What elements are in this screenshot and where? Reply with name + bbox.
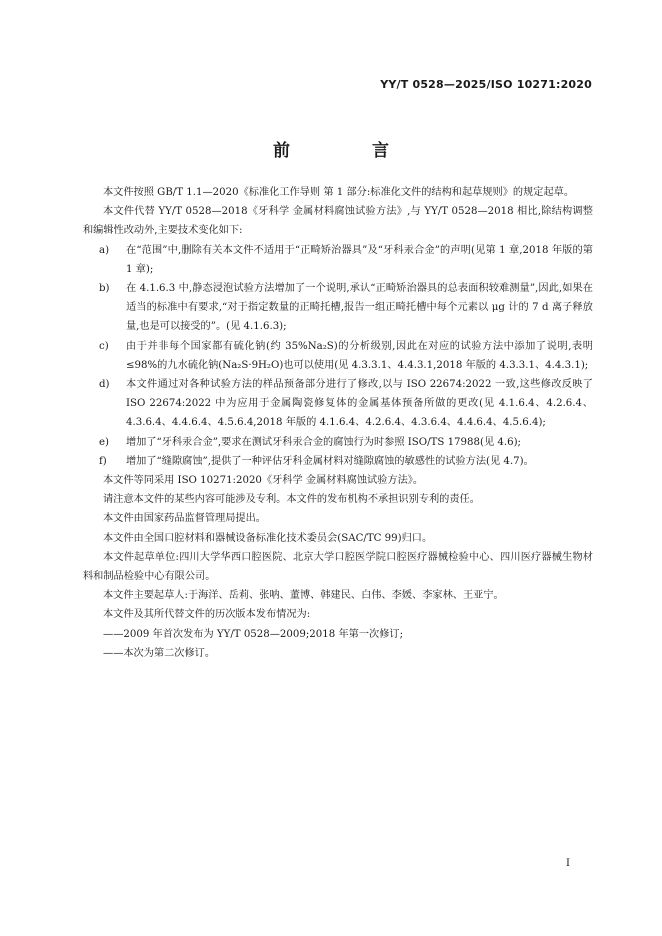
intro-paragraph: 本文件按照 GB/T 1.1—2020《标准化工作导则 第 1 部分:标准化文件的结构和起草规则》的规定起草。 — [103, 187, 575, 198]
change-item — [83, 375, 593, 433]
body-paragraph: 本文件主要起草人:于海洋、岳莉、张呐、董博、韩建民、白伟、李媛、李家林、王亚宁。 — [103, 590, 504, 602]
change-item-text: 增加了“缝隙腐蚀”,提供了一种评估牙科金属材料对缝隙腐蚀的敏感性的试验方法(见 4.7)。 — [126, 455, 534, 467]
change-item-text: 在“范围”中,删除有关本文件不适用于“正畸矫治器具”及“牙科汞合金”的声明(见第 1 章,2018 年版的第 1 章); — [126, 244, 593, 275]
page-number: I — [566, 858, 570, 869]
change-item-text: 由于并非每个国家都有硫化钠(约 35%Na₂S)的分析级别,因此在对应的试验方法中添加了说明,表明≤98%的九水硫化钠(Na₂S·9H₂O)也可以使用(见 4.3.3.1、4.4.3.1,2018 年版的 4.3.3.1、4.4.3.1); — [126, 340, 593, 371]
body-paragraph: 本文件由全国口腔材料和器械设备标准化技术委员会(SAC/TC 99)归口。 — [103, 532, 433, 544]
change-item — [83, 241, 593, 279]
change-item — [83, 337, 593, 375]
change-item — [83, 433, 593, 452]
change-item-text: 在 4.1.6.3 中,静态浸泡试验方法增加了一个说明,承认“正畸矫治器具的总表面积较难测量”,因此,如果在适当的标准中有要求,“对于指定数量的正畸托槽,报告一组正畸托槽中每个元素以 μg 计的 7 d 离子释放量,也是可以接受的”。(见 4.1.6.3); — [126, 283, 593, 333]
document-body — [83, 183, 593, 663]
change-item-text: 本文件通过对各种试验方法的样品预备部分进行了修改,以与 ISO 22674:2022 一致,这些修改反映了 ISO 22674:2022 中为应用于金属陶瓷修复体的金属基体预备所做的更改(见 4.1.6.4、4.2.6.4、4.3.6.4、4.4.6.4、4.5.6.4,2018 年版的 4.1.6.4、4.2.6.4、4.3.6.4、4.4.6.4、4.5.6.4); — [126, 379, 593, 429]
change-item-label: b) — [99, 283, 110, 295]
body-paragraph: 本文件起草单位:四川大学华西口腔医院、北京大学口腔医学院口腔医疗器械检验中心、四川医疗器械生物材料和制品检验中心有限公司。 — [83, 551, 593, 583]
body-paragraph: 本文件等同采用 ISO 10271:2020《牙科学 金属材料腐蚀试验方法》。 — [103, 475, 424, 487]
history-item: ——本次为第二次修订。 — [103, 647, 216, 659]
change-item-label: e) — [99, 436, 110, 448]
change-item — [83, 452, 593, 471]
change-item-label: f) — [99, 455, 107, 467]
body-paragraph: 本文件由国家药品监督管理局提出。 — [103, 513, 266, 525]
change-item-label: c) — [99, 340, 109, 352]
intro-paragraph: 本文件代替 YY/T 0528—2018《牙科学 金属材料腐蚀试验方法》,与 YY/T 0528—2018 相比,除结构调整和编辑性改动外,主要技术变化如下: — [83, 206, 593, 237]
standard-code: YY/T 0528—2025/ISO 10271:2020 — [380, 78, 592, 91]
change-item-label: d) — [99, 379, 110, 391]
history-item: ——2009 年首次发布为 YY/T 0528—2009;2018 年第一次修订; — [103, 628, 404, 640]
change-item-label: a) — [99, 244, 110, 256]
change-item-text: 增加了“牙科汞合金”,要求在测试牙科汞合金的腐蚀行为时参照 ISO/TS 17988(见 4.6); — [126, 436, 521, 448]
change-item — [83, 279, 593, 337]
body-paragraph: 请注意本文件的某些内容可能涉及专利。本文件的发布机构不承担识别专利的责任。 — [103, 494, 480, 506]
page-title: 前 言 — [273, 141, 427, 161]
body-paragraph: 本文件及其所代替文件的历次版本发布情况为: — [103, 609, 311, 621]
